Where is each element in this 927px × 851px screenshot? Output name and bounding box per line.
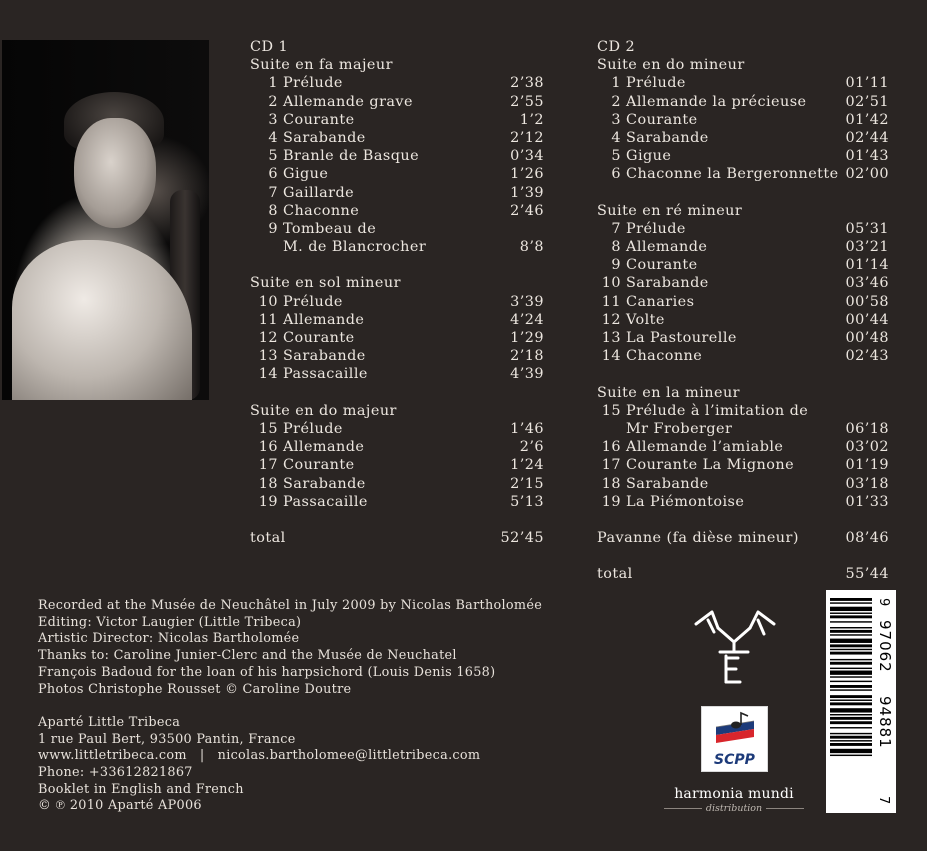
track-duration: 01’33: [845, 493, 889, 510]
track-title: Prélude: [283, 420, 343, 437]
track-number: 8: [268, 202, 278, 219]
track-duration: 01’14: [845, 257, 889, 274]
cd1-total-row: [250, 529, 544, 547]
barcode-bar: [830, 685, 872, 688]
track-duration: 2’55: [510, 93, 544, 110]
track-duration: 01’43: [845, 148, 889, 165]
barcode-bar: [830, 689, 872, 690]
track-row: [250, 129, 544, 147]
barcode-bar: [830, 708, 872, 712]
track-number: 7: [611, 220, 621, 237]
track-duration: 02’43: [845, 348, 889, 365]
track-duration: 02’00: [845, 166, 889, 183]
track-row: [250, 438, 544, 456]
track-title: Passacaille: [283, 493, 368, 510]
track-number: 14: [601, 348, 621, 365]
label-company: Aparté Little Tribeca: [38, 714, 181, 730]
credit-artistic-director: Artistic Director: Nicolas Bartholomée: [38, 631, 300, 647]
barcode-bar: [830, 607, 872, 611]
total-label: total: [597, 566, 633, 583]
track-title: Sarabande: [283, 348, 366, 365]
cd2-total-row: [597, 565, 889, 583]
barcode-bar: [830, 736, 872, 739]
track-number: 19: [258, 493, 278, 510]
track-number: 10: [601, 275, 621, 292]
track-row: [597, 293, 889, 311]
track-number: 1: [611, 75, 621, 92]
credit-thanks: Thanks to: Caroline Junier-Clerc and the Musée de Neuchatel: [38, 648, 457, 664]
track-title: Courante: [283, 457, 355, 474]
track-title: Sarabande: [626, 475, 709, 492]
track-duration: 1’24: [510, 457, 544, 474]
track-duration: 01’19: [845, 457, 889, 474]
track-duration: 06’18: [845, 420, 889, 437]
cd1-title: CD 1: [250, 39, 289, 55]
track-title: Tombeau de: [283, 220, 377, 237]
barcode-bar: [830, 639, 872, 643]
credit-recorded: Recorded at the Musée de Neuchâtel in July 2009 by Nicolas Bartholomée: [38, 598, 543, 613]
track-duration: 01’42: [845, 111, 889, 128]
track-duration: 00’58: [845, 293, 889, 310]
track-number: 7: [268, 184, 278, 201]
track-row: [597, 456, 889, 474]
scpp-logo: [701, 706, 768, 772]
barcode-bar: [830, 644, 872, 647]
track-duration: 1’2: [519, 111, 544, 128]
track-number: 16: [258, 439, 278, 456]
track-duration: 00’44: [845, 311, 889, 328]
track-number: 11: [601, 293, 621, 310]
track-duration: 1’29: [510, 330, 544, 346]
track-duration: 4’39: [510, 366, 544, 383]
track-row: [597, 74, 889, 92]
track-number: 6: [611, 166, 621, 183]
barcode-digit-group1: 94881: [876, 696, 894, 749]
track-duration: 1’26: [510, 166, 544, 183]
track-number: 1: [268, 75, 278, 92]
barcode-bar: [830, 717, 872, 720]
credit-editing: Editing: Victor Laugier (Little Tribeca): [38, 614, 302, 630]
track-number: 4: [611, 129, 621, 146]
track-row: [250, 347, 544, 365]
track-row: [250, 293, 544, 311]
track-title: Volte: [626, 311, 665, 328]
barcode-bar: [830, 627, 872, 628]
barcode-bar: [830, 671, 872, 675]
track-title: Sarabande: [283, 129, 366, 146]
track-number: 5: [611, 148, 621, 165]
aparte-logo-icon: [688, 606, 780, 688]
label-address: 1 rue Paul Bert, 93500 Pantin, France: [38, 731, 296, 747]
track-duration: 3’39: [510, 293, 544, 310]
track-row: [250, 165, 544, 183]
track-row: [250, 493, 544, 511]
barcode-bar: [830, 634, 872, 635]
artist-photo: [2, 40, 209, 400]
track-row: [250, 93, 544, 111]
credit-photos: Photos Christophe Rousset © Caroline Doutre: [38, 681, 352, 697]
track-title: Courante: [626, 111, 698, 128]
barcode-bar: [830, 659, 872, 660]
track-row: [250, 220, 544, 238]
track-row: [250, 202, 544, 220]
track-duration: 02’44: [845, 129, 889, 146]
track-number: 4: [268, 129, 278, 146]
track-number: 19: [601, 493, 621, 510]
track-row: [250, 238, 544, 256]
hm-distribution-label: distribution: [705, 803, 763, 814]
extra-track-duration: 08’46: [845, 530, 889, 547]
photo-shirt: [12, 240, 192, 400]
barcode-bar: [830, 714, 872, 715]
track-number: 8: [611, 239, 621, 256]
track-title: Courante: [283, 111, 355, 128]
track-number: 5: [268, 148, 278, 165]
total-duration: 55’44: [845, 566, 889, 583]
barcode-bar: [830, 695, 872, 698]
track-number: 13: [258, 348, 278, 365]
barcode-bar: [830, 755, 872, 756]
track-row: [597, 129, 889, 147]
credits-block: [38, 598, 542, 815]
track-row: [597, 402, 889, 420]
track-row: [250, 329, 544, 347]
barcode-digit-lead: 7: [876, 796, 891, 805]
track-title: M. de Blancrocher: [283, 239, 427, 256]
track-row: [250, 475, 544, 493]
track-number: 10: [258, 293, 278, 310]
track-row: [597, 347, 889, 365]
track-title: Chaconne: [283, 202, 360, 219]
barcode-bar: [830, 733, 872, 734]
track-title: Courante: [626, 257, 698, 274]
track-duration: 03’21: [845, 239, 889, 256]
track-row: [597, 238, 889, 256]
hm-distribution: [664, 803, 804, 814]
track-row: [250, 420, 544, 438]
cd2-title: CD 2: [597, 39, 636, 55]
track-row: [597, 256, 889, 274]
track-title: Allemande: [283, 311, 365, 328]
harmonia-mundi-logo: [664, 786, 804, 814]
track-number: 12: [601, 311, 621, 328]
track-row: [597, 493, 889, 511]
barcode-bar: [830, 662, 872, 665]
track-duration: 8’8: [519, 239, 544, 256]
track-title: Courante La Mignone: [626, 457, 795, 474]
track-row: [597, 147, 889, 165]
track-title: La Piémontoise: [626, 493, 745, 510]
track-duration: 00’48: [845, 330, 889, 346]
track-title: Prélude à l’imitation de: [626, 402, 809, 419]
track-number: 6: [268, 166, 278, 183]
track-title: Chaconne la Bergeronnette: [626, 166, 839, 183]
track-title: Courante: [283, 330, 355, 346]
label-web-email: www.littletribeca.com | nicolas.bartholomee@littletribeca.com: [38, 748, 481, 764]
track-title: Prélude: [626, 220, 686, 237]
hm-rule-left: [664, 808, 702, 809]
track-title: Sarabande: [626, 275, 709, 292]
track-row: [597, 93, 889, 111]
track-number: 3: [611, 111, 621, 128]
track-row: [597, 165, 889, 183]
suite-heading: Suite en do mineur: [597, 57, 745, 74]
track-duration: 2’18: [510, 348, 544, 365]
barcode-bars: [828, 590, 874, 813]
track-number: 17: [601, 457, 621, 474]
track-row: [597, 111, 889, 129]
barcode-bar: [830, 630, 872, 633]
track-title: Gaillarde: [283, 184, 355, 201]
track-row: [250, 365, 544, 383]
barcode-bar: [830, 700, 872, 701]
track-title: Branle de Basque: [283, 148, 420, 165]
hm-rule-right: [766, 808, 804, 809]
track-number: 15: [258, 420, 278, 437]
track-row: [250, 184, 544, 202]
barcode-bar: [830, 602, 872, 603]
track-duration: 02’51: [845, 93, 889, 110]
track-row: [250, 74, 544, 92]
barcode-bar: [830, 652, 872, 655]
label-booklet: Booklet in English and French: [38, 781, 244, 797]
track-duration: 2’15: [510, 475, 544, 492]
track-number: 9: [268, 220, 278, 237]
track-number: 14: [258, 366, 278, 383]
track-row: [597, 329, 889, 347]
barcode: [826, 590, 896, 813]
track-title: Allemande grave: [283, 93, 413, 110]
barcode-bar: [830, 740, 872, 741]
track-duration: 03’46: [845, 275, 889, 292]
track-duration: 2’12: [510, 129, 544, 146]
track-title: Allemande l’amiable: [626, 439, 784, 456]
track-title: Gigue: [626, 148, 672, 165]
track-title: Prélude: [283, 293, 343, 310]
track-row: [597, 475, 889, 493]
barcode-digits: [874, 592, 896, 812]
suite-heading: Suite en fa majeur: [250, 57, 393, 74]
track-duration: 2’6: [519, 439, 544, 456]
track-duration: 01’11: [845, 75, 889, 92]
barcode-bar: [830, 702, 872, 705]
track-number: 13: [601, 330, 621, 346]
track-number: 17: [258, 457, 278, 474]
label-copyright: © ℗ 2010 Aparté AP006: [38, 798, 202, 814]
label-phone: Phone: +33612821867: [38, 765, 193, 781]
barcode-bar: [830, 621, 872, 622]
barcode-bar: [830, 727, 872, 728]
track-row: [597, 220, 889, 238]
track-number: 12: [258, 330, 278, 346]
barcode-bar: [830, 681, 872, 682]
track-title: Mr Froberger: [626, 420, 733, 437]
suite-heading: Suite en do majeur: [250, 402, 397, 419]
track-row: [597, 311, 889, 329]
track-title: Sarabande: [626, 129, 709, 146]
track-row: [597, 274, 889, 292]
track-number: 16: [601, 439, 621, 456]
track-title: Passacaille: [283, 366, 368, 383]
barcode-digit-check: 9: [876, 598, 891, 607]
track-row: [250, 456, 544, 474]
track-duration: 2’38: [510, 75, 544, 92]
total-duration: 52’45: [500, 530, 544, 547]
track-duration: 1’46: [510, 420, 544, 437]
track-duration: 03’02: [845, 439, 889, 456]
barcode-bar: [830, 749, 872, 753]
track-title: Canaries: [626, 293, 695, 310]
barcode-bar: [830, 721, 872, 724]
barcode-bar: [830, 613, 872, 614]
track-number: 2: [611, 93, 621, 110]
total-label: total: [250, 530, 286, 547]
track-title: Sarabande: [283, 475, 366, 492]
track-row: [250, 111, 544, 129]
track-duration: 1’39: [510, 184, 544, 201]
track-number: 2: [268, 93, 278, 110]
extra-track-row: [597, 529, 889, 547]
track-duration: 4’24: [510, 311, 544, 328]
track-title: Allemande la précieuse: [626, 93, 807, 110]
cd1-tracklist: [250, 38, 544, 547]
track-number: 9: [611, 257, 621, 274]
track-number: 3: [268, 111, 278, 128]
track-row: [250, 311, 544, 329]
track-title: Chaconne: [626, 348, 703, 365]
hm-name: harmonia mundi: [674, 786, 794, 802]
track-duration: 2’46: [510, 202, 544, 219]
track-title: Gigue: [283, 166, 329, 183]
track-title: Allemande: [283, 439, 365, 456]
track-title: Prélude: [626, 75, 686, 92]
track-duration: 5’13: [510, 493, 544, 510]
barcode-bar: [830, 615, 872, 618]
track-title: Prélude: [283, 75, 343, 92]
cd2-tracklist: [597, 38, 889, 584]
barcode-bar: [830, 668, 872, 669]
track-duration: 03’18: [845, 475, 889, 492]
suite-heading: Suite en ré mineur: [597, 202, 743, 219]
track-duration: 05’31: [845, 220, 889, 237]
track-number: 18: [258, 475, 278, 492]
track-title: Allemande: [626, 239, 708, 256]
track-row: [597, 420, 889, 438]
credit-loan: François Badoud for the loan of his harpsichord (Louis Denis 1658): [38, 664, 496, 680]
track-row: [250, 147, 544, 165]
track-number: 11: [258, 311, 278, 328]
barcode-bar: [830, 598, 872, 601]
extra-track-title: Pavanne (fa dièse mineur): [597, 530, 799, 547]
photo-face: [74, 118, 156, 228]
track-duration: 0’34: [510, 148, 544, 165]
track-row: [597, 438, 889, 456]
barcode-bar: [830, 743, 872, 746]
scpp-label: SCPP: [714, 752, 755, 768]
barcode-bar: [830, 649, 872, 650]
suite-heading: Suite en la mineur: [597, 384, 740, 401]
track-title: La Pastourelle: [626, 330, 737, 346]
suite-heading: Suite en sol mineur: [250, 275, 401, 292]
track-number: 18: [601, 475, 621, 492]
track-number: 15: [601, 402, 621, 419]
barcode-bar: [830, 676, 872, 677]
scpp-mark-icon: [710, 711, 760, 751]
barcode-digit-group2: 97062: [876, 620, 894, 673]
